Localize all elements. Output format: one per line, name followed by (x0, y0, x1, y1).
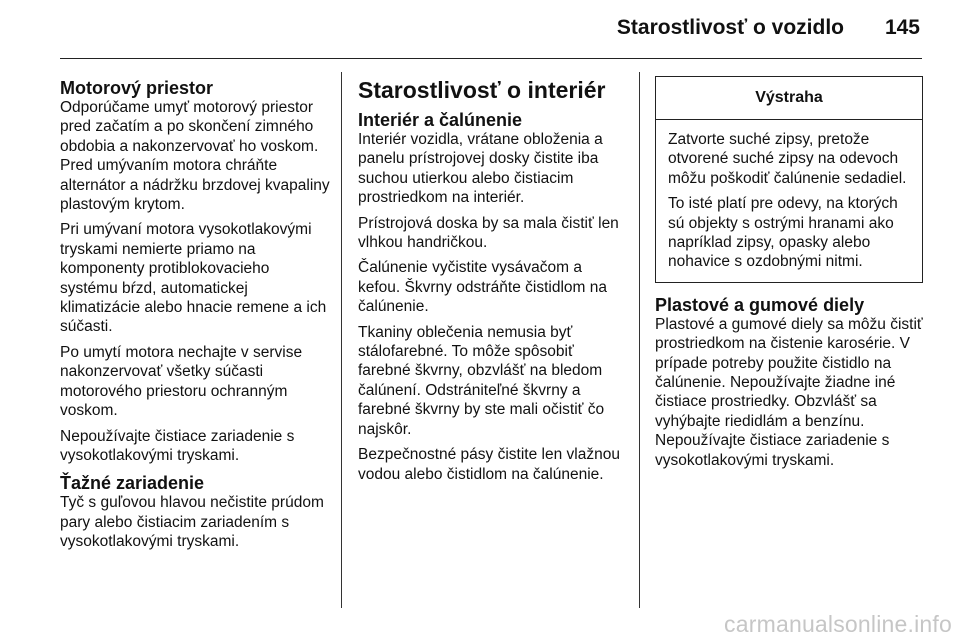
column-middle (358, 76, 626, 490)
section-title-interior: Interiér a čalúnenie (358, 110, 523, 130)
paragraph: Čalúnenie vyčistite vysávačom a kefou. Škvrny odstráňte čistidlom na čalúnenie. (358, 259, 607, 316)
header-title: Starostlivosť o vozidlo (616, 16, 844, 39)
column-divider (341, 72, 342, 608)
warning-box (655, 76, 923, 283)
page-number: 145 (884, 16, 920, 39)
section-title-engine: Motorový priestor (60, 78, 214, 98)
warning-paragraph: Zatvorte suché zipsy, pretože otvorené suché zipsy na odevoch môžu poškodiť čalúnenie sedadiel. (668, 131, 907, 187)
paragraph: Tkaniny oblečenia nemusia byť stálofarebné. To môže spôsobiť farebné škvrny, obzvlášť na bledom čalúnení. Odstrániteľné škvrny a farebné škvrny by ste mali očistiť čo najskôr. (358, 323, 605, 438)
paragraph: Tyč s guľovou hlavou nečistite prúdom pary alebo čistiacim zariadením s vysokotlakovými tryskami. (60, 494, 324, 551)
paragraph: Bezpečnostné pásy čistite len vlažnou vodou alebo čistidlom na čalúnenie. (358, 446, 620, 483)
paragraph: Nepoužívajte čistiace zariadenie s vysokotlakovými tryskami. (60, 427, 295, 464)
section-title-plastic: Plastové a gumové diely (655, 294, 865, 315)
warning-paragraph: To isté platí pre odevy, na ktorých sú objekty s ostrými hranami ako napríklad zipsy, opasky alebo nohavice s ozdobnými nitmi. (668, 195, 898, 271)
paragraph: Odporúčame umyť motorový priestor pred začatím a po skončení zimného obdobia a nakonzervovať ho voskom. Pred umývaním motora chráňte alternátor a nádržku brzdovej kvapaliny plastovým krytom. (60, 99, 330, 214)
paragraph: Po umytí motora nechajte v servise nakonzervovať všetky súčasti motorového priestoru ochranným voskom. (60, 343, 303, 420)
warning-title: Výstraha (656, 77, 922, 120)
column-right (655, 76, 923, 476)
watermark: carmanualsonline.info (724, 611, 952, 637)
paragraph: Prístrojová doska by sa mala čistiť len vlhkou handričkou. (358, 214, 619, 252)
page-header (60, 0, 922, 59)
column-left (60, 78, 330, 558)
warning-body (656, 120, 922, 282)
paragraph: Plastové a gumové diely sa môžu čistiť prostriedkom na čistenie karosérie. V prípade potreby použite čistidlo na čalúnenie. Nepoužívajte žiadne iné čistiace prostriedky. Obzvlášť sa vyhýbajte riedidlám a benzínu. Nepoužívajte čistiace zariadenie s vysokotlakovými tryskami. (655, 315, 923, 469)
paragraph: Interiér vozidla, vrátane obloženia a panelu prístrojovej dosky čistite iba suchou utierkou alebo čistiacim prostriedkom na interiér. (358, 131, 603, 207)
section-title-towbar: Ťažné zariadenie (60, 473, 205, 494)
column-divider (639, 72, 640, 608)
main-section-title: Starostlivosť o interiér (358, 77, 606, 103)
paragraph: Pri umývaní motora vysokotlakovými tryskami nemierte priamo na komponenty protiblokovacieho systému bŕzd, automatickej klimatizácie alebo hnacie remene a ich súčasti. (60, 221, 327, 336)
